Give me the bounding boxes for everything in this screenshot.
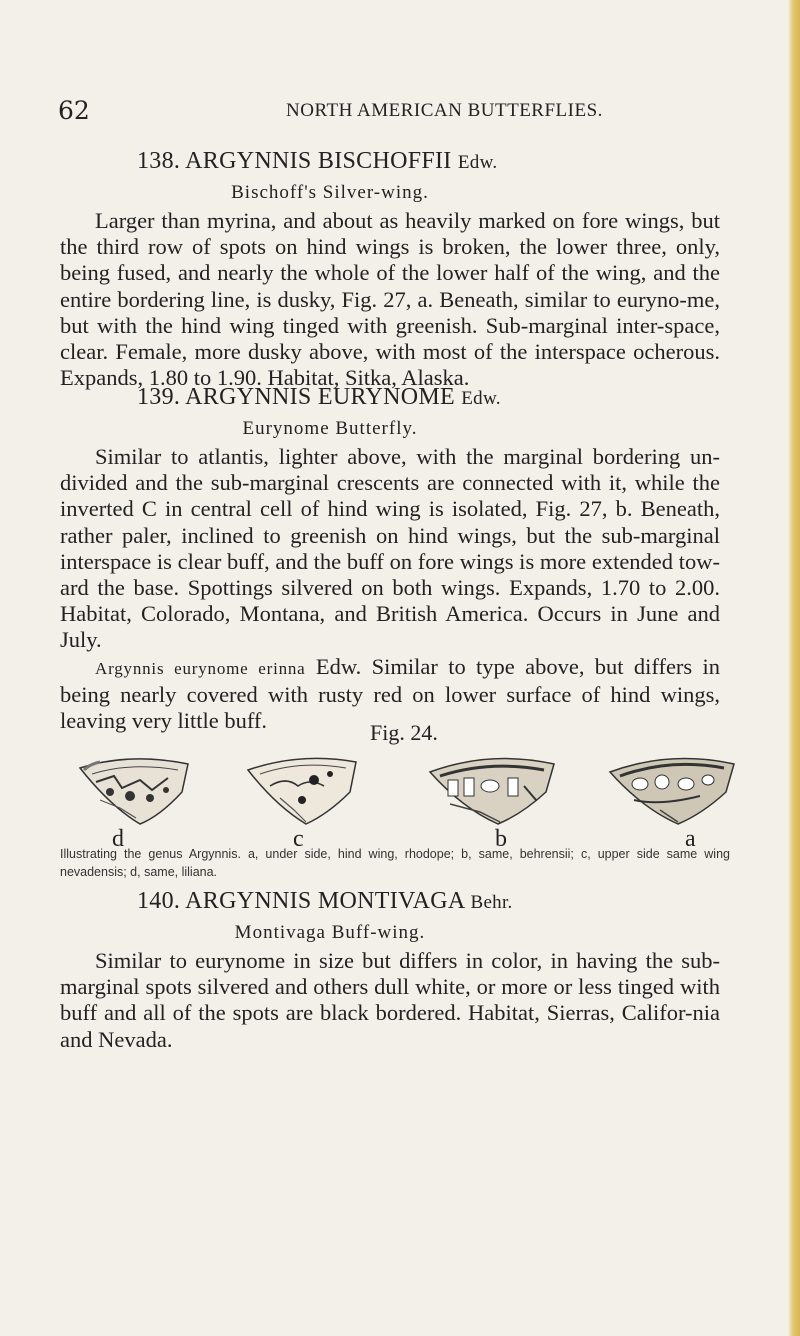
section-138 <box>60 146 720 391</box>
section-subtitle: Bischoff's Silver-wing. <box>231 182 429 203</box>
page-number: 62 <box>58 96 90 125</box>
variety-text: Edw. Similar to type above, but differs in being nearly covered with rusty red on lower surface of hind wings, leaving very little buff. <box>60 653 721 734</box>
running-head: NORTH AMERICAN BUTTERFLIES. <box>286 100 603 121</box>
title-author: Edw. <box>461 388 501 409</box>
section-paragraph: Larger than myrina, and about as heavily marked on fore wings, but the third row of spots on hind wings is broken, the lower three, only, being fused, and nearly the whole of the lower half of the wing, and the entire bordering line, is dusky, Fig. 27, a. Beneath, similar to euryno-me, but with the hind wing tinged with greenish. Sub-marginal inter-space, clear. Female, more dusky above, with most of the interspace ocherous. Expands, 1.80 to 1.90. Habitat, Sitka, Alaska. <box>60 208 720 391</box>
figure-caption: Illustrating the genus Argynnis. a, under side, hind wing, rhodope; b, same, behrensii; c, upper side same wing nevadensis; d, same, liliana. <box>60 847 730 879</box>
variety-name: Argynnis eurynome erinna <box>95 658 306 678</box>
title-main: 138. ARGYNNIS BISCHOFFII <box>137 148 452 174</box>
figure-label: Fig. 24. <box>370 720 438 745</box>
title-main: 139. ARGYNNIS EURYNOME <box>137 384 455 410</box>
section-title <box>60 382 720 414</box>
section-paragraph: Similar to eurynome in size but differs in color, in having the sub-marginal spots silvered and others dull white, or more or less tinged with buff and all of the spots are black bordered. Habitat, Sierras, Califor-nia and Nevada. <box>60 948 720 1052</box>
figure-letter-a: a <box>685 826 696 852</box>
section-subtitle: Eurynome Butterfly. <box>242 418 418 439</box>
title-main: 140. ARGYNNIS MONTIVAGA <box>137 888 465 914</box>
section-139 <box>60 382 720 734</box>
page-header <box>58 96 698 124</box>
section-paragraph: Similar to atlantis, lighter above, with the marginal bordering un-divided and the sub-marginal crescents are connected with it, while the inverted C in central cell of hind wing is isolated, Fig. 27, b. Beneath, rather paler, inclined to greenish on hind wings, but the sub-marginal interspace is clear buff, and the buff on fore wings is more extended tow-ard the base. Spottings silvered on both wings. Expands, 1.70 to 2.00. Habitat, Colorado, Montana, and British America. Occurs in June and July. <box>60 444 720 653</box>
figure-letter-c: c <box>293 826 304 852</box>
section-title <box>60 146 720 178</box>
wing-b-illustration <box>420 756 560 826</box>
title-author: Behr. <box>470 892 513 913</box>
title-author: Edw. <box>457 152 498 173</box>
figure-letter-b: b <box>495 826 507 852</box>
section-title <box>60 886 720 918</box>
section-140 <box>60 886 720 1053</box>
page-edge <box>788 0 800 1336</box>
wing-d-illustration <box>70 756 198 826</box>
wing-a-illustration <box>600 756 740 826</box>
wing-c-illustration <box>240 756 362 826</box>
section-subtitle: Montivaga Buff-wing. <box>234 922 426 943</box>
figure-letter-d: d <box>112 826 124 852</box>
figure-24 <box>70 720 740 852</box>
